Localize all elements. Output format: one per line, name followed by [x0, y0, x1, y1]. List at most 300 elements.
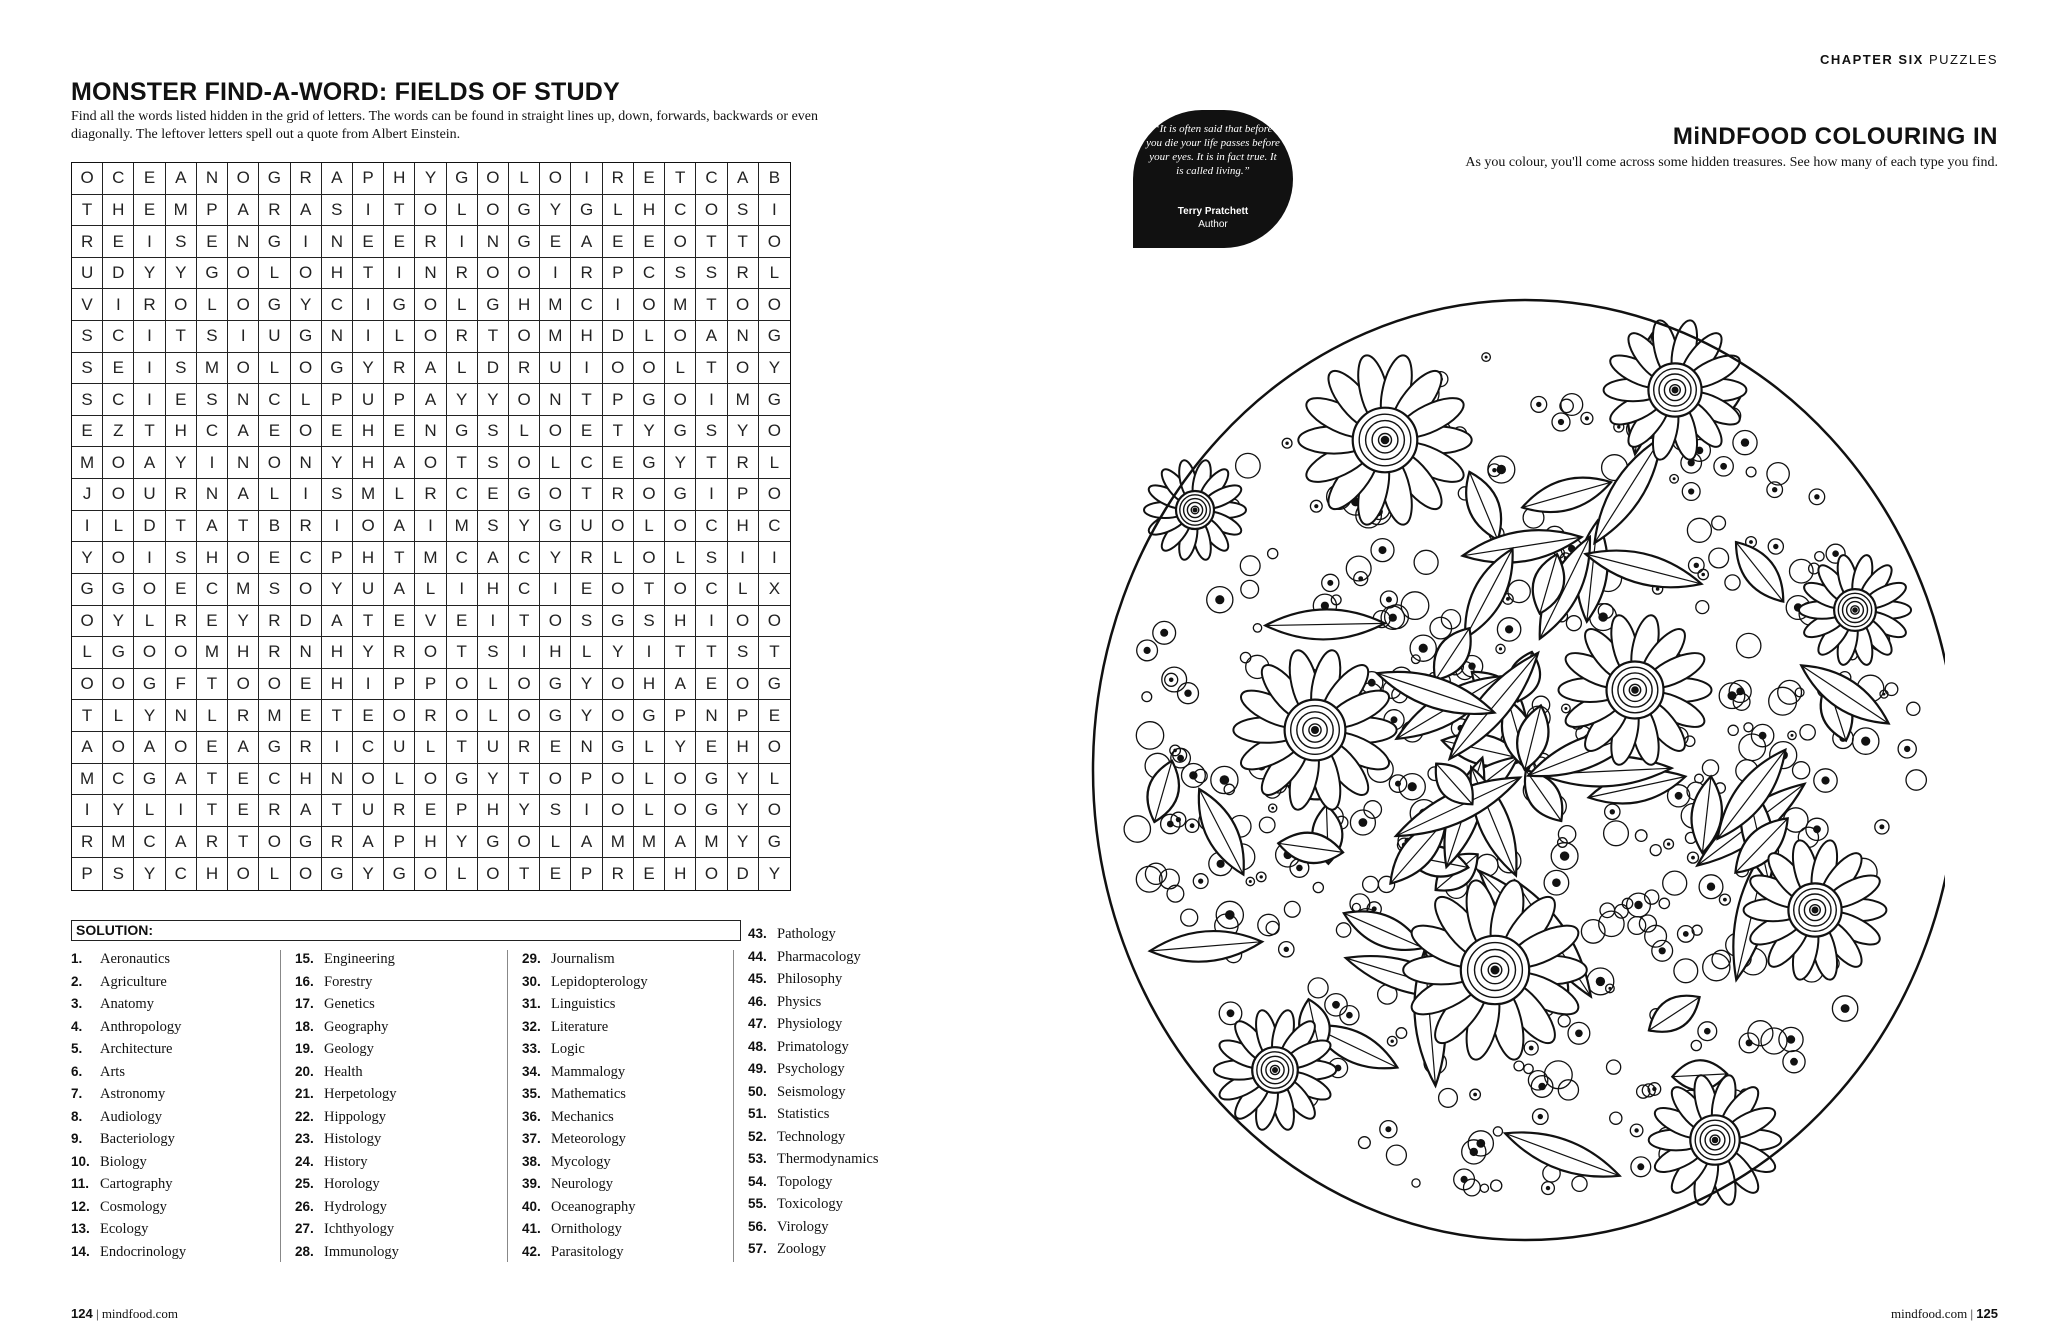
grid-letter[interactable]: P	[728, 700, 759, 732]
grid-letter[interactable]: Y	[478, 384, 509, 416]
grid-letter[interactable]: S	[72, 353, 103, 385]
grid-letter[interactable]: P	[447, 795, 478, 827]
grid-letter[interactable]: C	[197, 416, 228, 448]
grid-letter[interactable]: L	[259, 858, 290, 890]
grid-letter[interactable]: T	[728, 226, 759, 258]
grid-letter[interactable]: T	[509, 606, 540, 638]
grid-letter[interactable]: S	[72, 321, 103, 353]
grid-letter[interactable]: O	[415, 289, 446, 321]
grid-letter[interactable]: S	[166, 542, 197, 574]
grid-letter[interactable]: O	[634, 353, 665, 385]
grid-letter[interactable]: I	[72, 511, 103, 543]
grid-letter[interactable]: R	[415, 700, 446, 732]
grid-letter[interactable]: O	[540, 606, 571, 638]
grid-letter[interactable]: O	[166, 732, 197, 764]
grid-letter[interactable]: O	[540, 163, 571, 195]
grid-letter[interactable]: R	[72, 226, 103, 258]
grid-letter[interactable]: I	[696, 479, 727, 511]
grid-letter[interactable]: L	[259, 479, 290, 511]
grid-letter[interactable]: O	[665, 764, 696, 796]
grid-letter[interactable]: T	[665, 637, 696, 669]
grid-letter[interactable]: I	[759, 542, 790, 574]
grid-letter[interactable]: O	[259, 447, 290, 479]
grid-letter[interactable]: H	[665, 858, 696, 890]
grid-letter[interactable]: O	[103, 732, 134, 764]
grid-letter[interactable]: R	[291, 163, 322, 195]
grid-letter[interactable]: C	[509, 574, 540, 606]
grid-letter[interactable]: A	[571, 226, 602, 258]
grid-letter[interactable]: O	[759, 606, 790, 638]
grid-letter[interactable]: Y	[768, 864, 781, 884]
grid-letter[interactable]: O	[603, 574, 634, 606]
grid-letter[interactable]: G	[259, 732, 290, 764]
grid-letter[interactable]: L	[384, 321, 415, 353]
grid-letter[interactable]: G	[509, 226, 540, 258]
grid-letter[interactable]: A	[384, 447, 415, 479]
grid-letter[interactable]: C	[103, 163, 134, 195]
grid-letter[interactable]: M	[728, 384, 759, 416]
grid-letter[interactable]: T	[72, 195, 103, 227]
grid-letter[interactable]: O	[728, 669, 759, 701]
grid-letter[interactable]: N	[696, 700, 727, 732]
grid-letter[interactable]: X	[759, 574, 790, 606]
grid-letter[interactable]: S	[696, 416, 727, 448]
grid-letter[interactable]: O	[603, 700, 634, 732]
grid-letter[interactable]: H	[197, 542, 228, 574]
grid-letter[interactable]: L	[384, 479, 415, 511]
grid-letter[interactable]: P	[571, 858, 602, 890]
grid-letter[interactable]: Y	[103, 795, 134, 827]
grid-letter[interactable]: S	[166, 353, 197, 385]
grid-letter[interactable]: T	[603, 416, 634, 448]
grid-letter[interactable]: Y	[447, 827, 478, 859]
grid-letter[interactable]: Y	[447, 384, 478, 416]
grid-letter[interactable]: H	[103, 195, 134, 227]
grid-letter[interactable]: O	[728, 606, 759, 638]
grid-letter[interactable]: V	[415, 606, 446, 638]
grid-letter[interactable]: Y	[134, 858, 165, 890]
grid-letter[interactable]: O	[228, 353, 259, 385]
grid-letter[interactable]: I	[759, 195, 790, 227]
grid-letter[interactable]: O	[509, 321, 540, 353]
grid-letter[interactable]: A	[228, 416, 259, 448]
grid-letter[interactable]: H	[665, 606, 696, 638]
grid-letter[interactable]: T	[696, 637, 727, 669]
grid-letter[interactable]: I	[197, 447, 228, 479]
grid-letter[interactable]: O	[291, 574, 322, 606]
grid-letter[interactable]: C	[103, 384, 134, 416]
grid-letter[interactable]: I	[540, 258, 571, 290]
grid-letter[interactable]: U	[571, 511, 602, 543]
grid-letter[interactable]: U	[72, 258, 103, 290]
grid-letter[interactable]: R	[72, 827, 103, 859]
grid-letter[interactable]: L	[415, 574, 446, 606]
grid-letter[interactable]: T	[197, 669, 228, 701]
grid-letter[interactable]: O	[509, 447, 540, 479]
grid-letter[interactable]: N	[322, 321, 353, 353]
grid-letter[interactable]: L	[634, 764, 665, 796]
grid-letter[interactable]: P	[322, 384, 353, 416]
grid-letter[interactable]: A	[166, 827, 197, 859]
grid-letter[interactable]: E	[603, 447, 634, 479]
grid-letter[interactable]: N	[228, 226, 259, 258]
grid-letter[interactable]: L	[603, 542, 634, 574]
grid-letter[interactable]: O	[696, 858, 727, 890]
grid-letter[interactable]: L	[72, 637, 103, 669]
grid-letter[interactable]: S	[696, 258, 727, 290]
grid-letter[interactable]: G	[447, 416, 478, 448]
grid-letter[interactable]: N	[571, 732, 602, 764]
grid-letter[interactable]: T	[571, 384, 602, 416]
grid-letter[interactable]: G	[634, 700, 665, 732]
grid-letter[interactable]: G	[447, 764, 478, 796]
grid-letter[interactable]: T	[322, 795, 353, 827]
grid-letter[interactable]: E	[103, 226, 134, 258]
grid-letter[interactable]: O	[634, 542, 665, 574]
grid-letter[interactable]: Y	[478, 764, 509, 796]
grid-letter[interactable]: S	[322, 479, 353, 511]
grid-letter[interactable]: H	[322, 637, 353, 669]
grid-letter[interactable]: R	[291, 732, 322, 764]
grid-letter[interactable]: M	[72, 447, 103, 479]
grid-letter[interactable]: R	[384, 795, 415, 827]
grid-letter[interactable]: C	[353, 732, 384, 764]
grid-letter[interactable]: P	[603, 384, 634, 416]
grid-letter[interactable]: Z	[103, 416, 134, 448]
grid-letter[interactable]: I	[571, 163, 602, 195]
grid-letter[interactable]: A	[166, 764, 197, 796]
grid-letter[interactable]: O	[478, 195, 509, 227]
grid-letter[interactable]: R	[447, 258, 478, 290]
grid-letter[interactable]: G	[291, 321, 322, 353]
grid-letter[interactable]: T	[447, 637, 478, 669]
grid-letter[interactable]: L	[603, 195, 634, 227]
grid-letter[interactable]: O	[291, 353, 322, 385]
grid-letter[interactable]: C	[166, 858, 197, 890]
grid-letter[interactable]: P	[197, 195, 228, 227]
grid-letter[interactable]: H	[322, 258, 353, 290]
grid-letter[interactable]: R	[291, 511, 322, 543]
grid-letter[interactable]: Y	[322, 447, 353, 479]
grid-letter[interactable]: O	[540, 416, 571, 448]
grid-letter[interactable]: L	[571, 637, 602, 669]
grid-letter[interactable]: A	[197, 511, 228, 543]
grid-letter[interactable]: T	[634, 574, 665, 606]
grid-letter[interactable]: A	[166, 163, 197, 195]
grid-letter[interactable]: Y	[415, 163, 446, 195]
grid-letter[interactable]: E	[134, 163, 165, 195]
grid-letter[interactable]: O	[103, 669, 134, 701]
grid-letter[interactable]: S	[103, 858, 134, 890]
grid-letter[interactable]: E	[478, 479, 509, 511]
grid-letter[interactable]: U	[384, 732, 415, 764]
grid-letter[interactable]: I	[322, 511, 353, 543]
grid-letter[interactable]: H	[291, 764, 322, 796]
grid-letter[interactable]: N	[728, 321, 759, 353]
grid-letter[interactable]: E	[353, 700, 384, 732]
grid-letter[interactable]: O	[509, 384, 540, 416]
grid-letter[interactable]: T	[72, 700, 103, 732]
grid-letter[interactable]: L	[384, 764, 415, 796]
grid-letter[interactable]: R	[134, 289, 165, 321]
grid-letter[interactable]: N	[228, 447, 259, 479]
grid-letter[interactable]: R	[603, 163, 634, 195]
grid-letter[interactable]: E	[259, 416, 290, 448]
grid-letter[interactable]: Y	[509, 795, 540, 827]
grid-letter[interactable]: N	[291, 637, 322, 669]
grid-letter[interactable]: O	[103, 447, 134, 479]
grid-letter[interactable]: G	[478, 289, 509, 321]
grid-letter[interactable]: C	[696, 511, 727, 543]
grid-letter[interactable]: L	[478, 700, 509, 732]
grid-letter[interactable]: O	[759, 479, 790, 511]
grid-letter[interactable]: Y	[540, 542, 571, 574]
grid-letter[interactable]: G	[571, 195, 602, 227]
grid-letter[interactable]: I	[322, 732, 353, 764]
grid-letter[interactable]: E	[603, 226, 634, 258]
grid-letter[interactable]: H	[415, 827, 446, 859]
grid-letter[interactable]: R	[728, 258, 759, 290]
grid-letter[interactable]: E	[103, 353, 134, 385]
grid-letter[interactable]: Y	[665, 732, 696, 764]
grid-letter[interactable]: V	[72, 289, 103, 321]
grid-letter[interactable]: L	[197, 700, 228, 732]
grid-letter[interactable]: C	[696, 574, 727, 606]
grid-letter[interactable]: Y	[134, 258, 165, 290]
grid-letter[interactable]: E	[322, 416, 353, 448]
grid-letter[interactable]: C	[447, 542, 478, 574]
grid-letter[interactable]: O	[665, 574, 696, 606]
grid-letter[interactable]: R	[259, 795, 290, 827]
grid-letter[interactable]: S	[197, 384, 228, 416]
grid-letter[interactable]: G	[322, 858, 353, 890]
grid-letter[interactable]: E	[228, 764, 259, 796]
grid-letter[interactable]: O	[634, 289, 665, 321]
grid-letter[interactable]: O	[384, 700, 415, 732]
grid-letter[interactable]: E	[228, 795, 259, 827]
grid-letter[interactable]: L	[759, 447, 790, 479]
grid-letter[interactable]: S	[478, 511, 509, 543]
grid-letter[interactable]: O	[291, 416, 322, 448]
grid-letter[interactable]: I	[134, 226, 165, 258]
grid-letter[interactable]: G	[447, 163, 478, 195]
grid-letter[interactable]: E	[259, 542, 290, 574]
grid-letter[interactable]: N	[166, 700, 197, 732]
grid-letter[interactable]: O	[478, 258, 509, 290]
grid-letter[interactable]: G	[759, 321, 790, 353]
grid-letter[interactable]: E	[759, 700, 790, 732]
grid-letter[interactable]: P	[384, 827, 415, 859]
grid-letter[interactable]: I	[228, 321, 259, 353]
grid-letter[interactable]: M	[259, 700, 290, 732]
grid-letter[interactable]: E	[384, 416, 415, 448]
grid-letter[interactable]: L	[759, 258, 790, 290]
grid-letter[interactable]: H	[634, 195, 665, 227]
grid-letter[interactable]: R	[228, 700, 259, 732]
grid-letter[interactable]: H	[571, 321, 602, 353]
grid-letter[interactable]: T	[322, 700, 353, 732]
grid-letter[interactable]: G	[696, 795, 727, 827]
grid-letter[interactable]: D	[728, 858, 759, 890]
grid-letter[interactable]: T	[665, 163, 696, 195]
grid-letter[interactable]: D	[291, 606, 322, 638]
grid-letter[interactable]: O	[415, 195, 446, 227]
grid-letter[interactable]: T	[228, 511, 259, 543]
grid-letter[interactable]: S	[72, 384, 103, 416]
grid-letter[interactable]: T	[166, 321, 197, 353]
grid-letter[interactable]: R	[603, 858, 634, 890]
grid-letter[interactable]: C	[634, 258, 665, 290]
grid-letter[interactable]: O	[634, 479, 665, 511]
grid-letter[interactable]: O	[509, 258, 540, 290]
grid-letter[interactable]: R	[509, 353, 540, 385]
grid-letter[interactable]: H	[166, 416, 197, 448]
grid-letter[interactable]: H	[728, 732, 759, 764]
grid-letter[interactable]: O	[603, 353, 634, 385]
grid-letter[interactable]: A	[696, 321, 727, 353]
grid-letter[interactable]: N	[415, 416, 446, 448]
grid-letter[interactable]: L	[134, 606, 165, 638]
grid-letter[interactable]: O	[665, 226, 696, 258]
grid-letter[interactable]: G	[540, 669, 571, 701]
grid-letter[interactable]: L	[540, 447, 571, 479]
grid-letter[interactable]: S	[322, 195, 353, 227]
grid-letter[interactable]: Y	[509, 511, 540, 543]
grid-letter[interactable]: I	[291, 226, 322, 258]
grid-letter[interactable]: O	[728, 353, 759, 385]
grid-letter[interactable]: I	[478, 606, 509, 638]
grid-letter[interactable]: E	[166, 384, 197, 416]
grid-letter[interactable]: C	[665, 195, 696, 227]
grid-letter[interactable]: E	[447, 606, 478, 638]
grid-letter[interactable]: U	[353, 574, 384, 606]
grid-letter[interactable]: O	[228, 858, 259, 890]
grid-letter[interactable]: O	[259, 669, 290, 701]
grid-letter[interactable]: A	[228, 732, 259, 764]
grid-letter[interactable]: O	[291, 258, 322, 290]
grid-letter[interactable]: N	[540, 384, 571, 416]
grid-letter[interactable]: I	[509, 637, 540, 669]
grid-letter[interactable]: G	[603, 732, 634, 764]
grid-letter[interactable]: L	[478, 669, 509, 701]
grid-letter[interactable]: M	[197, 637, 228, 669]
grid-letter[interactable]: S	[728, 637, 759, 669]
grid-letter[interactable]: O	[759, 795, 790, 827]
grid-letter[interactable]: G	[540, 511, 571, 543]
grid-letter[interactable]: L	[447, 289, 478, 321]
grid-letter[interactable]: M	[103, 827, 134, 859]
grid-letter[interactable]: A	[478, 542, 509, 574]
grid-letter[interactable]: G	[509, 195, 540, 227]
grid-letter[interactable]: G	[509, 479, 540, 511]
grid-letter[interactable]: L	[103, 511, 134, 543]
grid-letter[interactable]: H	[634, 669, 665, 701]
grid-letter[interactable]: T	[353, 606, 384, 638]
grid-letter[interactable]: O	[728, 289, 759, 321]
grid-letter[interactable]: A	[134, 732, 165, 764]
grid-letter[interactable]: G	[134, 669, 165, 701]
grid-letter[interactable]: O	[103, 542, 134, 574]
grid-letter[interactable]: O	[134, 637, 165, 669]
grid-letter[interactable]: L	[540, 827, 571, 859]
grid-letter[interactable]: N	[478, 226, 509, 258]
grid-letter[interactable]: Y	[322, 574, 353, 606]
grid-letter[interactable]: N	[291, 447, 322, 479]
grid-letter[interactable]: A	[291, 795, 322, 827]
grid-letter[interactable]: E	[540, 226, 571, 258]
grid-letter[interactable]: Y	[665, 447, 696, 479]
grid-letter[interactable]: O	[478, 858, 509, 890]
grid-letter[interactable]: H	[384, 163, 415, 195]
grid-letter[interactable]: M	[540, 321, 571, 353]
grid-letter[interactable]: C	[103, 321, 134, 353]
grid-letter[interactable]: G	[259, 163, 290, 195]
grid-letter[interactable]: O	[228, 289, 259, 321]
grid-letter[interactable]: H	[478, 574, 509, 606]
grid-letter[interactable]: E	[72, 416, 103, 448]
grid-letter[interactable]: L	[447, 195, 478, 227]
grid-letter[interactable]: C	[696, 163, 727, 195]
grid-letter[interactable]: E	[634, 163, 665, 195]
grid-letter[interactable]: H	[540, 637, 571, 669]
grid-letter[interactable]: I	[728, 542, 759, 574]
grid-letter[interactable]: L	[447, 353, 478, 385]
grid-letter[interactable]: H	[322, 669, 353, 701]
grid-letter[interactable]: E	[197, 732, 228, 764]
grid-letter[interactable]: T	[759, 637, 790, 669]
grid-letter[interactable]: R	[384, 353, 415, 385]
grid-letter[interactable]: Y	[728, 416, 759, 448]
grid-letter[interactable]: R	[166, 606, 197, 638]
grid-letter[interactable]: T	[478, 321, 509, 353]
grid-letter[interactable]: C	[259, 384, 290, 416]
grid-letter[interactable]: R	[259, 195, 290, 227]
grid-letter[interactable]: G	[696, 764, 727, 796]
grid-letter[interactable]: P	[353, 163, 384, 195]
grid-letter[interactable]: P	[571, 764, 602, 796]
grid-letter[interactable]: O	[134, 574, 165, 606]
grid-letter[interactable]: T	[571, 479, 602, 511]
grid-letter[interactable]: B	[759, 163, 790, 195]
grid-letter[interactable]: M	[696, 827, 727, 859]
grid-letter[interactable]: M	[447, 511, 478, 543]
grid-letter[interactable]: L	[665, 353, 696, 385]
grid-letter[interactable]: T	[696, 226, 727, 258]
grid-letter[interactable]: S	[696, 542, 727, 574]
grid-letter[interactable]: O	[540, 764, 571, 796]
grid-letter[interactable]: G	[540, 700, 571, 732]
grid-letter[interactable]: I	[353, 669, 384, 701]
grid-letter[interactable]: G	[634, 447, 665, 479]
grid-letter[interactable]: A	[228, 195, 259, 227]
grid-letter[interactable]: D	[603, 321, 634, 353]
grid-letter[interactable]: P	[415, 669, 446, 701]
grid-letter[interactable]: D	[103, 258, 134, 290]
grid-letter[interactable]: Y	[728, 827, 759, 859]
grid-letter[interactable]: T	[447, 732, 478, 764]
grid-letter[interactable]: S	[665, 258, 696, 290]
grid-letter[interactable]: T	[447, 447, 478, 479]
grid-letter[interactable]: O	[228, 258, 259, 290]
grid-letter[interactable]: I	[134, 542, 165, 574]
grid-letter[interactable]: Y	[166, 258, 197, 290]
grid-letter[interactable]: G	[322, 353, 353, 385]
grid-letter[interactable]: I	[103, 289, 134, 321]
grid-letter[interactable]: M	[540, 289, 571, 321]
grid-letter[interactable]: B	[259, 511, 290, 543]
grid-letter[interactable]: M	[415, 542, 446, 574]
grid-letter[interactable]: L	[634, 511, 665, 543]
